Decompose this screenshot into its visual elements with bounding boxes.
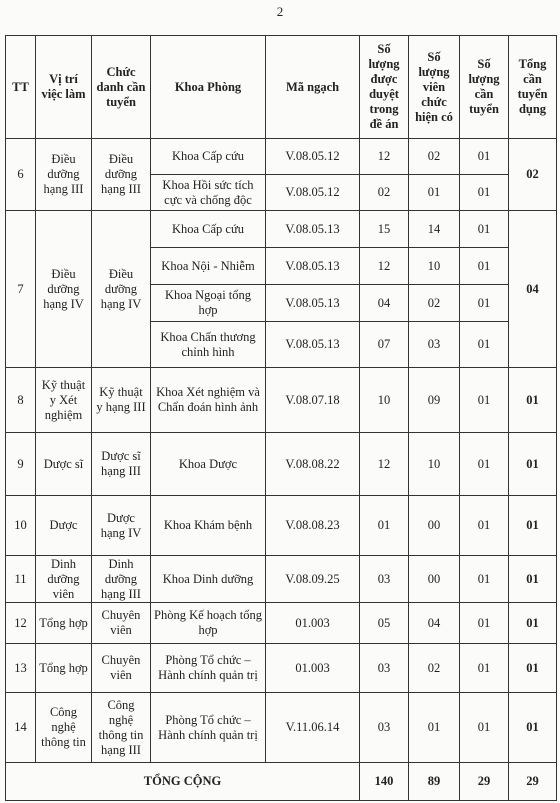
row-so-luong-can-tuyen: 01 (460, 322, 509, 368)
header-vi-tri: Vị trí việc làm (36, 36, 92, 139)
row-ma-ngach: V.08.05.12 (266, 139, 360, 175)
row-ma-ngach: V.08.08.22 (266, 433, 360, 496)
row-ma-ngach: 01.003 (266, 603, 360, 644)
row-khoa-phong: Khoa Cấp cứu (151, 211, 266, 248)
row-so-luong-duyet: 10 (360, 368, 409, 433)
row-tt: 13 (6, 644, 36, 693)
row-ma-ngach: V.08.05.12 (266, 175, 360, 211)
row-so-luong-hien-co: 02 (409, 139, 460, 175)
row-tong-can-tuyen: 01 (509, 368, 557, 433)
row-chuc-danh: Điều dưỡng hạng III (92, 139, 151, 211)
row-ma-ngach: 01.003 (266, 644, 360, 693)
total-label: TỔNG CỘNG (6, 763, 360, 801)
row-tong-can-tuyen: 01 (509, 693, 557, 763)
table-row (6, 496, 557, 556)
row-tong-can-tuyen: 01 (509, 433, 557, 496)
row-ma-ngach: V.08.05.13 (266, 211, 360, 248)
row-so-luong-hien-co: 00 (409, 496, 460, 556)
row-so-luong-hien-co: 14 (409, 211, 460, 248)
row-khoa-phong: Khoa Xét nghiệm và Chẩn đoán hình ảnh (151, 368, 266, 433)
row-chuc-danh: Chuyên viên (92, 603, 151, 644)
row-so-luong-can-tuyen: 01 (460, 644, 509, 693)
row-so-luong-can-tuyen: 01 (460, 285, 509, 322)
row-so-luong-duyet: 03 (360, 556, 409, 603)
row-so-luong-can-tuyen: 01 (460, 693, 509, 763)
table-row (6, 556, 557, 603)
row-vi-tri: Dược sĩ (36, 433, 92, 496)
row-so-luong-can-tuyen: 01 (460, 368, 509, 433)
row-so-luong-hien-co: 03 (409, 322, 460, 368)
row-chuc-danh: Dinh dưỡng hạng III (92, 556, 151, 603)
total-so-luong-hien-co: 89 (409, 763, 460, 801)
row-so-luong-hien-co: 04 (409, 603, 460, 644)
row-khoa-phong: Khoa Ngoại tổng hợp (151, 285, 266, 322)
row-khoa-phong: Khoa Dược (151, 433, 266, 496)
row-so-luong-duyet: 15 (360, 211, 409, 248)
row-so-luong-duyet: 07 (360, 322, 409, 368)
row-so-luong-duyet: 12 (360, 433, 409, 496)
row-so-luong-hien-co: 01 (409, 693, 460, 763)
table-row (6, 139, 557, 175)
row-tt: 11 (6, 556, 36, 603)
table-row (6, 644, 557, 693)
row-so-luong-can-tuyen: 01 (460, 433, 509, 496)
row-so-luong-duyet: 12 (360, 248, 409, 285)
row-tt: 8 (6, 368, 36, 433)
row-chuc-danh: Kỹ thuật y hạng III (92, 368, 151, 433)
row-vi-tri: Tổng hợp (36, 603, 92, 644)
row-khoa-phong: Phòng Tổ chức – Hành chính quản trị (151, 644, 266, 693)
row-khoa-phong: Khoa Hồi sức tích cực và chống độc (151, 175, 266, 211)
row-tong-can-tuyen: 01 (509, 556, 557, 603)
row-khoa-phong: Khoa Dinh dưỡng (151, 556, 266, 603)
row-vi-tri: Công nghệ thông tin (36, 693, 92, 763)
row-khoa-phong: Khoa Chấn thương chỉnh hình (151, 322, 266, 368)
row-so-luong-duyet: 05 (360, 603, 409, 644)
header-khoa-phong: Khoa Phòng (151, 36, 266, 139)
row-vi-tri: Dược (36, 496, 92, 556)
row-tong-can-tuyen: 04 (509, 211, 557, 368)
row-chuc-danh: Điều dưỡng hạng IV (92, 211, 151, 368)
row-tong-can-tuyen: 01 (509, 496, 557, 556)
row-so-luong-duyet: 01 (360, 496, 409, 556)
row-vi-tri: Điều dưỡng hạng IV (36, 211, 92, 368)
row-so-luong-can-tuyen: 01 (460, 175, 509, 211)
page-number: 2 (276, 4, 284, 19)
total-tong-can-tuyen: 29 (509, 763, 557, 801)
row-vi-tri: Kỹ thuật y Xét nghiệm (36, 368, 92, 433)
row-vi-tri: Điều dưỡng hạng III (36, 139, 92, 211)
header-tong-can-tuyen: Tổng cần tuyển dụng (509, 36, 557, 139)
row-khoa-phong: Khoa Nội - Nhiễm (151, 248, 266, 285)
row-so-luong-hien-co: 01 (409, 175, 460, 211)
row-so-luong-hien-co: 10 (409, 433, 460, 496)
row-so-luong-can-tuyen: 01 (460, 211, 509, 248)
row-ma-ngach: V.08.08.23 (266, 496, 360, 556)
row-tt: 10 (6, 496, 36, 556)
row-so-luong-hien-co: 00 (409, 556, 460, 603)
header-row (6, 36, 557, 139)
row-so-luong-duyet: 02 (360, 175, 409, 211)
row-tt: 14 (6, 693, 36, 763)
row-so-luong-can-tuyen: 01 (460, 139, 509, 175)
row-so-luong-duyet: 03 (360, 644, 409, 693)
row-so-luong-hien-co: 10 (409, 248, 460, 285)
row-vi-tri: Tổng hợp (36, 644, 92, 693)
table-row (6, 433, 557, 496)
row-khoa-phong: Khoa Cấp cứu (151, 139, 266, 175)
row-tong-can-tuyen: 02 (509, 139, 557, 211)
row-tt: 9 (6, 433, 36, 496)
row-chuc-danh: Công nghệ thông tin hạng III (92, 693, 151, 763)
row-so-luong-can-tuyen: 01 (460, 556, 509, 603)
row-tt: 7 (6, 211, 36, 368)
row-ma-ngach: V.11.06.14 (266, 693, 360, 763)
table-row (6, 693, 557, 763)
total-so-luong-can-tuyen: 29 (460, 763, 509, 801)
recruitment-table (5, 35, 557, 801)
row-so-luong-hien-co: 02 (409, 644, 460, 693)
row-ma-ngach: V.08.05.13 (266, 322, 360, 368)
row-so-luong-duyet: 04 (360, 285, 409, 322)
row-tong-can-tuyen: 01 (509, 603, 557, 644)
total-row (6, 763, 557, 801)
row-khoa-phong: Phòng Tổ chức – Hành chính quản trị (151, 693, 266, 763)
header-ma-ngach: Mã ngạch (266, 36, 360, 139)
row-chuc-danh: Dược hạng IV (92, 496, 151, 556)
row-ma-ngach: V.08.05.13 (266, 285, 360, 322)
row-so-luong-can-tuyen: 01 (460, 496, 509, 556)
table-row (6, 603, 557, 644)
row-chuc-danh: Dược sĩ hạng III (92, 433, 151, 496)
row-ma-ngach: V.08.07.18 (266, 368, 360, 433)
total-so-luong-duyet: 140 (360, 763, 409, 801)
row-so-luong-can-tuyen: 01 (460, 248, 509, 285)
header-chuc-danh: Chức danh cần tuyển (92, 36, 151, 139)
row-ma-ngach: V.08.09.25 (266, 556, 360, 603)
row-vi-tri: Dinh dưỡng viên (36, 556, 92, 603)
row-so-luong-hien-co: 02 (409, 285, 460, 322)
header-so-luong-duyet: Số lượng được duyệt trong đề án (360, 36, 409, 139)
row-ma-ngach: V.08.05.13 (266, 248, 360, 285)
row-khoa-phong: Phòng Kế hoạch tổng hợp (151, 603, 266, 644)
header-so-luong-hien-co: Số lượng viên chức hiện có (409, 36, 460, 139)
header-so-luong-can-tuyen: Số lượng cần tuyển (460, 36, 509, 139)
row-tong-can-tuyen: 01 (509, 644, 557, 693)
table-row (6, 211, 557, 248)
table-row (6, 368, 557, 433)
row-tt: 6 (6, 139, 36, 211)
row-so-luong-duyet: 12 (360, 139, 409, 175)
header-tt: TT (6, 36, 36, 139)
row-chuc-danh: Chuyên viên (92, 644, 151, 693)
row-so-luong-hien-co: 09 (409, 368, 460, 433)
row-so-luong-can-tuyen: 01 (460, 603, 509, 644)
row-khoa-phong: Khoa Khám bệnh (151, 496, 266, 556)
row-tt: 12 (6, 603, 36, 644)
row-so-luong-duyet: 03 (360, 693, 409, 763)
